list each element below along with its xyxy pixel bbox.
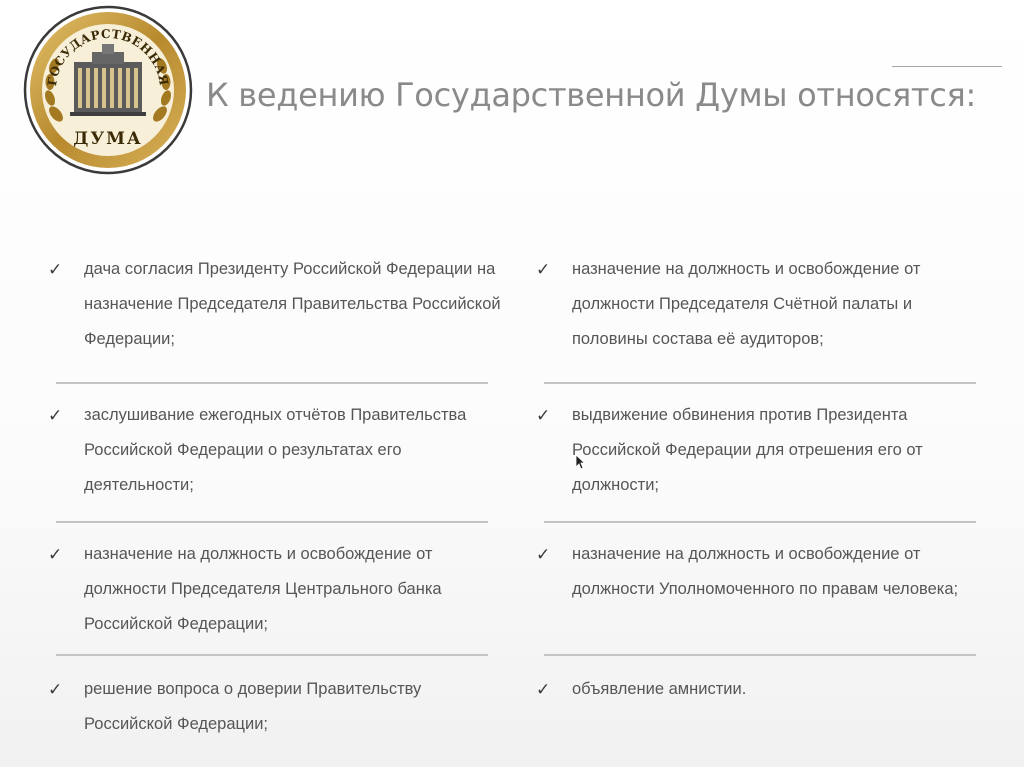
list-item-text: назначение на должность и освобождение от должности Уполномоченного по правам человека; — [572, 545, 959, 598]
checkmark-icon: ✓ — [48, 260, 63, 280]
state-duma-emblem-logo — [22, 4, 194, 176]
checkmark-icon: ✓ — [48, 680, 63, 700]
list-item-text: объявление амнистии. — [572, 680, 747, 698]
list-item-text: назначение на должность и освобождение от должности Председателя Центрального банка Российской Федерации; — [84, 545, 442, 633]
divider — [544, 521, 976, 523]
divider — [56, 654, 488, 656]
checkmark-icon: ✓ — [536, 406, 551, 426]
divider — [544, 382, 976, 384]
checkmark-icon: ✓ — [536, 260, 551, 280]
mouse-cursor-icon — [575, 454, 585, 470]
list-item-text: решение вопроса о доверии Правительству Российской Федерации; — [84, 680, 422, 733]
svg-text:ДУМА: ДУМА — [73, 129, 143, 149]
divider — [56, 521, 488, 523]
checkmark-icon: ✓ — [536, 545, 551, 565]
divider — [544, 654, 976, 656]
checkmark-icon: ✓ — [536, 680, 551, 700]
page-title: К ведению Государственной Думы относятся: — [206, 76, 976, 114]
list-item-text: дача согласия Президенту Российской Федерации на назначение Председателя Правительства Российской Федерации; — [84, 260, 501, 348]
svg-text:ГОСУДАРСТВЕННАЯ: ГОСУДАРСТВЕННАЯ — [45, 26, 171, 87]
checkmark-icon: ✓ — [48, 545, 63, 565]
divider — [56, 382, 488, 384]
list-item-text: выдвижение обвинения против Президента Российской Федерации для отрешения его от должности; — [572, 406, 923, 494]
list-item-text: назначение на должность и освобождение от должности Председателя Счётной палаты и половины состава её аудиторов; — [572, 260, 921, 348]
list-item-text: заслушивание ежегодных отчётов Правительства Российской Федерации о результатах его деятельности; — [84, 406, 467, 494]
header-divider — [892, 66, 1002, 67]
checkmark-icon: ✓ — [48, 406, 63, 426]
